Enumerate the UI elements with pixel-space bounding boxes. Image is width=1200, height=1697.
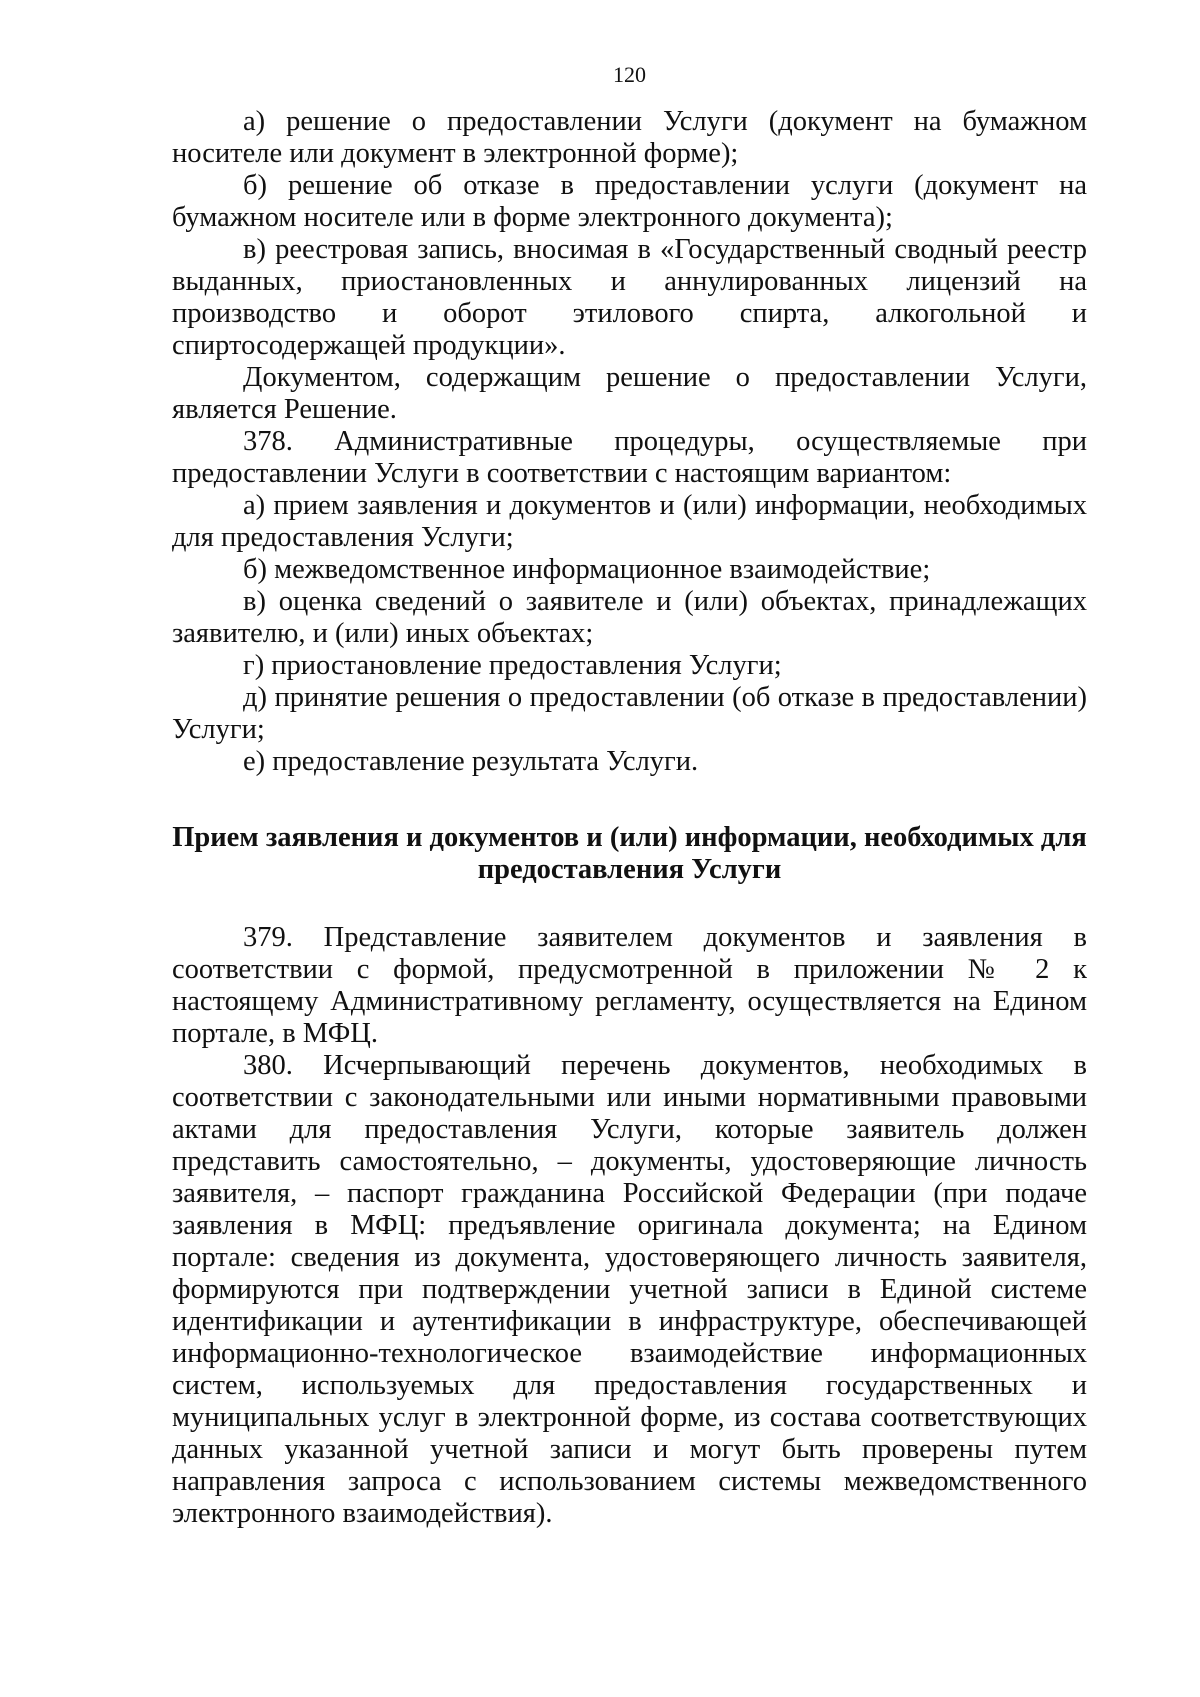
paragraph-decision-document: Документом, содержащим решение о предоставлении Услуги, является Решение. bbox=[172, 362, 1087, 425]
paragraphs-top bbox=[172, 106, 1087, 778]
page-number: 120 bbox=[613, 62, 646, 87]
paragraph-379: 379. Представление заявителем документов и заявления в соответствии с формой, предусмотренной в приложении № 2 к настоящему Административному регламенту, осуществляется на Едином портале, в МФЦ. bbox=[172, 922, 1087, 1049]
paragraph-378: 378. Административные процедуры, осуществляемые при предоставлении Услуги в соответствии с настоящим вариантом: bbox=[172, 426, 1087, 489]
paragraphs-bottom bbox=[172, 922, 1087, 1530]
list-item-d: д) принятие решения о предоставлении (об отказе в предоставлении) Услуги; bbox=[172, 682, 1087, 745]
document-page bbox=[172, 62, 1087, 1530]
list-item-v: в) оценка сведений о заявителе и (или) объектах, принадлежащих заявителю, и (или) иных объектах; bbox=[172, 586, 1087, 649]
section-heading: Прием заявления и документов и (или) информации, необходимых для предоставления Услуги bbox=[172, 822, 1087, 885]
list-item-b: б) межведомственное информационное взаимодействие; bbox=[243, 554, 931, 585]
list-item-e: е) предоставление результата Услуги. bbox=[243, 746, 699, 777]
paragraph-v-registry: в) реестровая запись, вносимая в «Государственный сводный реестр выданных, приостановленных и аннулированных лицензий на производство и оборот этилового спирта, алкогольной и спиртосодержащей продукции». bbox=[172, 234, 1087, 361]
paragraph-a-decision: а) решение о предоставлении Услуги (документ на бумажном носителе или документ в электронной форме); bbox=[172, 106, 1087, 169]
list-item-a: а) прием заявления и документов и (или) информации, необходимых для предоставления Услуги; bbox=[172, 490, 1087, 553]
list-item-g: г) приостановление предоставления Услуги; bbox=[243, 650, 782, 681]
paragraph-380: 380. Исчерпывающий перечень документов, необходимых в соответствии с законодательными или иными нормативными правовыми актами для предоставления Услуги, которые заявитель должен представить самостоятельно, – документы, удостоверяющие личность заявителя, – паспорт гражданина Российской Федерации (при подаче заявления в МФЦ: предъявление оригинала документа; на Едином портале: сведения из документа, удостоверяющего личность заявителя, формируются при подтверждении учетной записи в Единой системе идентификации и аутентификации в инфраструктуре, обеспечивающей информационно-технологическое взаимодействие информационных систем, используемых для предоставления государственных и муниципальных услуг в электронной форме, из состава соответствующих данных указанной учетной записи и могут быть проверены путем направления запроса с использованием системы межведомственного электронного взаимодействия). bbox=[172, 1050, 1087, 1529]
paragraph-b-refusal: б) решение об отказе в предоставлении услуги (документ на бумажном носителе или в форме электронного документа); bbox=[172, 170, 1087, 233]
